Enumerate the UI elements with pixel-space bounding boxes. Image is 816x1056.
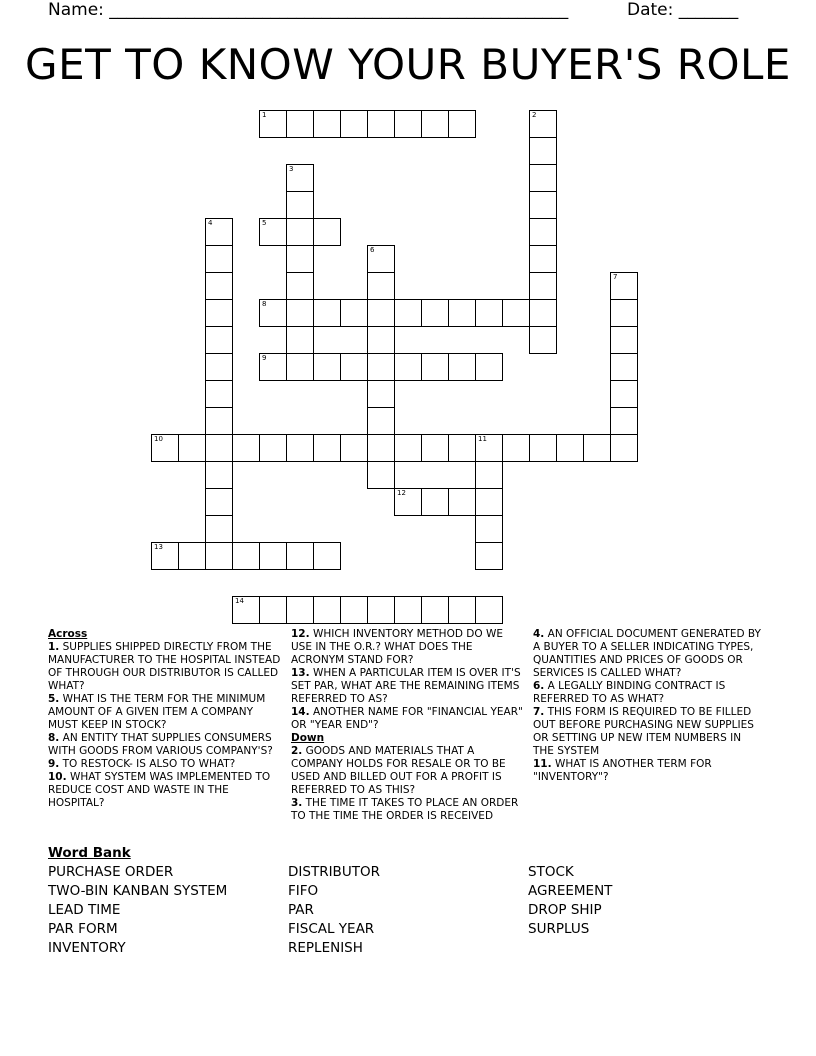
grid-cell[interactable] [286,596,314,624]
clue-item [533,680,765,706]
grid-cell[interactable] [205,299,233,327]
clues-column-2 [291,628,523,823]
grid-cell[interactable] [529,326,557,354]
grid-cell[interactable] [205,218,233,246]
grid-cell[interactable] [178,434,206,462]
clue-text: TO RESTOCK- IS ALSO TO WHAT? [62,758,236,770]
grid-cell[interactable] [205,461,233,489]
grid-cell[interactable] [313,596,341,624]
grid-cell[interactable] [259,434,287,462]
clue-number: 6 [370,246,375,254]
grid-cell[interactable] [313,110,341,138]
clue-number: 14. [291,706,310,718]
grid-cell[interactable] [394,488,422,516]
clue-item [48,758,284,771]
grid-cell[interactable] [448,434,476,462]
word-bank-item: PURCHASE ORDER [48,864,174,880]
clues-column-3 [533,628,765,784]
grid-cell[interactable] [232,542,260,570]
clue-item [48,693,284,732]
grid-cell[interactable] [367,353,395,381]
grid-cell[interactable] [421,488,449,516]
grid-cell[interactable] [367,110,395,138]
clue-text: AN ENTITY THAT SUPPLIES CONSUMERS WITH GOODS FROM VARIOUS COMPANY'S? [48,732,273,757]
across-heading: Across [48,628,88,640]
clue-text: THE TIME IT TAKES TO PLACE AN ORDER TO THE TIME THE ORDER IS RECEIVED [291,797,519,822]
clue-text: WHAT IS THE TERM FOR THE MINIMUM AMOUNT OF A GIVEN ITEM A COMPANY MUST KEEP IN STOCK? [48,693,266,731]
grid-cell[interactable] [610,434,638,462]
word-bank-column-3 [528,863,612,939]
grid-cell[interactable] [259,596,287,624]
grid-cell[interactable] [448,596,476,624]
grid-cell[interactable] [232,434,260,462]
grid-cell[interactable] [205,542,233,570]
grid-cell[interactable] [529,191,557,219]
grid-cell[interactable] [313,353,341,381]
grid-cell[interactable] [529,272,557,300]
grid-cell[interactable] [475,434,503,462]
grid-cell[interactable] [448,299,476,327]
page-title: GET TO KNOW YOUR BUYER'S ROLE [25,40,791,89]
grid-cell[interactable] [340,110,368,138]
clue-item [48,641,284,693]
grid-cell[interactable] [205,488,233,516]
word-bank-item: REPLENISH [288,940,363,956]
clue-number: 3 [289,165,294,173]
clue-number: 10. [48,771,67,783]
grid-cell[interactable] [421,110,449,138]
grid-cell[interactable] [259,542,287,570]
grid-cell[interactable] [394,596,422,624]
grid-cell[interactable] [583,434,611,462]
grid-cell[interactable] [259,110,287,138]
date-line: Date: _______ [627,0,739,20]
clue-text: SUPPLIES SHIPPED DIRECTLY FROM THE MANUFACTURER TO THE HOSPITAL INSTEAD OF THROUGH OUR DISTRIBUTOR IS CALLED WHAT? [48,641,281,692]
word-bank-item: DISTRIBUTOR [288,864,380,880]
clue-number: 4. [533,628,545,640]
grid-cell[interactable] [313,542,341,570]
grid-cell[interactable] [529,299,557,327]
grid-cell[interactable] [151,542,179,570]
grid-cell[interactable] [529,164,557,192]
grid-cell[interactable] [205,353,233,381]
clue-number: 1 [262,111,267,119]
grid-cell[interactable] [610,272,638,300]
grid-cell[interactable] [367,326,395,354]
grid-cell[interactable] [286,245,314,273]
clue-number: 7. [533,706,545,718]
word-bank-item: AGREEMENT [528,883,613,899]
grid-cell[interactable] [367,272,395,300]
grid-cell[interactable] [232,596,260,624]
clue-text: GOODS AND MATERIALS THAT A COMPANY HOLDS FOR RESALE OR TO BE USED AND BILLED OUT FOR A PROFIT IS REFERRED TO AS THIS? [291,745,506,796]
clue-item [533,628,765,680]
grid-cell[interactable] [205,380,233,408]
grid-cell[interactable] [367,461,395,489]
clue-number: 14 [235,597,244,605]
grid-cell[interactable] [286,110,314,138]
clue-number: 11. [533,758,552,770]
grid-cell[interactable] [529,218,557,246]
grid-cell[interactable] [475,488,503,516]
clue-number: 9 [262,354,267,362]
clue-item [48,732,284,758]
grid-cell[interactable] [556,434,584,462]
grid-cell[interactable] [421,353,449,381]
grid-cell[interactable] [286,218,314,246]
clue-number: 7 [613,273,618,281]
clue-item [291,797,523,823]
grid-cell[interactable] [340,299,368,327]
clue-text: THIS FORM IS REQUIRED TO BE FILLED OUT BEFORE PURCHASING NEW SUPPLIES OR SETTING UP NEW ITEM NUMBERS IN THE SYSTEM [533,706,754,757]
grid-cell[interactable] [259,353,287,381]
clue-item [291,667,523,706]
grid-cell[interactable] [286,272,314,300]
grid-cell[interactable] [340,434,368,462]
grid-cell[interactable] [421,299,449,327]
grid-cell[interactable] [394,110,422,138]
grid-cell[interactable] [394,353,422,381]
grid-cell[interactable] [610,299,638,327]
clues-column-1 [48,628,284,810]
grid-cell[interactable] [448,110,476,138]
grid-cell[interactable] [259,218,287,246]
grid-cell[interactable] [286,191,314,219]
grid-cell[interactable] [421,596,449,624]
grid-cell[interactable] [529,137,557,165]
clue-text: WHAT SYSTEM WAS IMPLEMENTED TO REDUCE COST AND WASTE IN THE HOSPITAL? [48,771,271,809]
grid-cell[interactable] [313,218,341,246]
grid-cell[interactable] [367,299,395,327]
grid-cell[interactable] [448,488,476,516]
grid-cell[interactable] [205,515,233,543]
clue-number: 1. [48,641,60,653]
grid-cell[interactable] [259,299,287,327]
grid-cell[interactable] [529,110,557,138]
grid-cell[interactable] [475,542,503,570]
grid-cell[interactable] [475,596,503,624]
grid-cell[interactable] [529,434,557,462]
word-bank-item: DROP SHIP [528,902,602,918]
grid-cell[interactable] [610,407,638,435]
clue-text: WHEN A PARTICULAR ITEM IS OVER IT'S SET PAR, WHAT ARE THE REMAINING ITEMS REFERRED TO AS? [291,667,521,705]
word-bank-item: PAR FORM [48,921,118,937]
grid-cell[interactable] [205,245,233,273]
grid-cell[interactable] [475,461,503,489]
grid-cell[interactable] [610,326,638,354]
clue-number: 12. [291,628,310,640]
grid-cell[interactable] [367,407,395,435]
word-bank-item: SURPLUS [528,921,590,937]
grid-cell[interactable] [610,380,638,408]
clue-number: 11 [478,435,487,443]
grid-cell[interactable] [448,353,476,381]
clue-number: 8 [262,300,267,308]
grid-cell[interactable] [151,434,179,462]
grid-cell[interactable] [367,380,395,408]
clue-number: 3. [291,797,303,809]
grid-cell[interactable] [475,515,503,543]
clue-text: A LEGALLY BINDING CONTRACT IS REFERRED TO AS WHAT? [533,680,726,705]
clue-text: AN OFFICIAL DOCUMENT GENERATED BY A BUYER TO A SELLER INDICATING TYPES, QUANTITIES AND PRICES OF GOODS OR SERVICES IS CALLED WHAT? [533,628,761,679]
clue-number: 5. [48,693,60,705]
clue-item [291,745,523,797]
clue-item [533,706,765,758]
word-bank-item: PAR [288,902,314,918]
grid-cell[interactable] [178,542,206,570]
clue-number: 2 [532,111,537,119]
grid-cell[interactable] [286,542,314,570]
grid-cell[interactable] [205,434,233,462]
clue-number: 10 [154,435,163,443]
word-bank-item: TWO-BIN KANBAN SYSTEM [48,883,228,899]
word-bank-item: INVENTORY [48,940,126,956]
grid-cell[interactable] [502,434,530,462]
grid-cell[interactable] [367,245,395,273]
clue-item [533,758,765,784]
down-heading: Down [291,732,325,744]
grid-cell[interactable] [286,299,314,327]
word-bank-column-1 [48,863,227,958]
grid-cell[interactable] [286,434,314,462]
grid-cell[interactable] [205,272,233,300]
clue-number: 12 [397,489,406,497]
grid-cell[interactable] [313,299,341,327]
clue-text: WHAT IS ANOTHER TERM FOR "INVENTORY"? [533,758,712,783]
word-bank-title: Word Bank [48,845,131,861]
grid-cell[interactable] [502,299,530,327]
grid-cell[interactable] [394,434,422,462]
word-bank-column-2 [288,863,380,958]
grid-cell[interactable] [313,434,341,462]
clue-item [291,706,523,732]
grid-cell[interactable] [205,407,233,435]
word-bank-item: FISCAL YEAR [288,921,375,937]
clue-number: 4 [208,219,213,227]
grid-cell[interactable] [421,434,449,462]
clue-number: 5 [262,219,267,227]
grid-cell[interactable] [286,353,314,381]
grid-cell[interactable] [286,326,314,354]
clue-number: 6. [533,680,545,692]
grid-cell[interactable] [475,299,503,327]
grid-cell[interactable] [340,353,368,381]
grid-cell[interactable] [286,164,314,192]
grid-cell[interactable] [205,326,233,354]
grid-cell[interactable] [367,434,395,462]
clue-number: 13. [291,667,310,679]
clue-number: 2. [291,745,303,757]
word-bank-item: FIFO [288,883,319,899]
clue-number: 13 [154,543,163,551]
word-bank-item: LEAD TIME [48,902,121,918]
clue-number: 9. [48,758,60,770]
grid-cell[interactable] [340,596,368,624]
grid-cell[interactable] [475,353,503,381]
clue-text: ANOTHER NAME FOR "FINANCIAL YEAR" OR "YEAR END"? [291,706,523,731]
clue-text: WHICH INVENTORY METHOD DO WE USE IN THE O.R.? WHAT DOES THE ACRONYM STAND FOR? [291,628,503,666]
clue-number: 8. [48,732,60,744]
clue-item [48,771,284,810]
grid-cell[interactable] [394,299,422,327]
grid-cell[interactable] [610,353,638,381]
grid-cell[interactable] [367,596,395,624]
name-line: Name: ______________________________________________________ [48,0,569,20]
grid-cell[interactable] [529,245,557,273]
word-bank-item: STOCK [528,864,574,880]
clue-item [291,628,523,667]
